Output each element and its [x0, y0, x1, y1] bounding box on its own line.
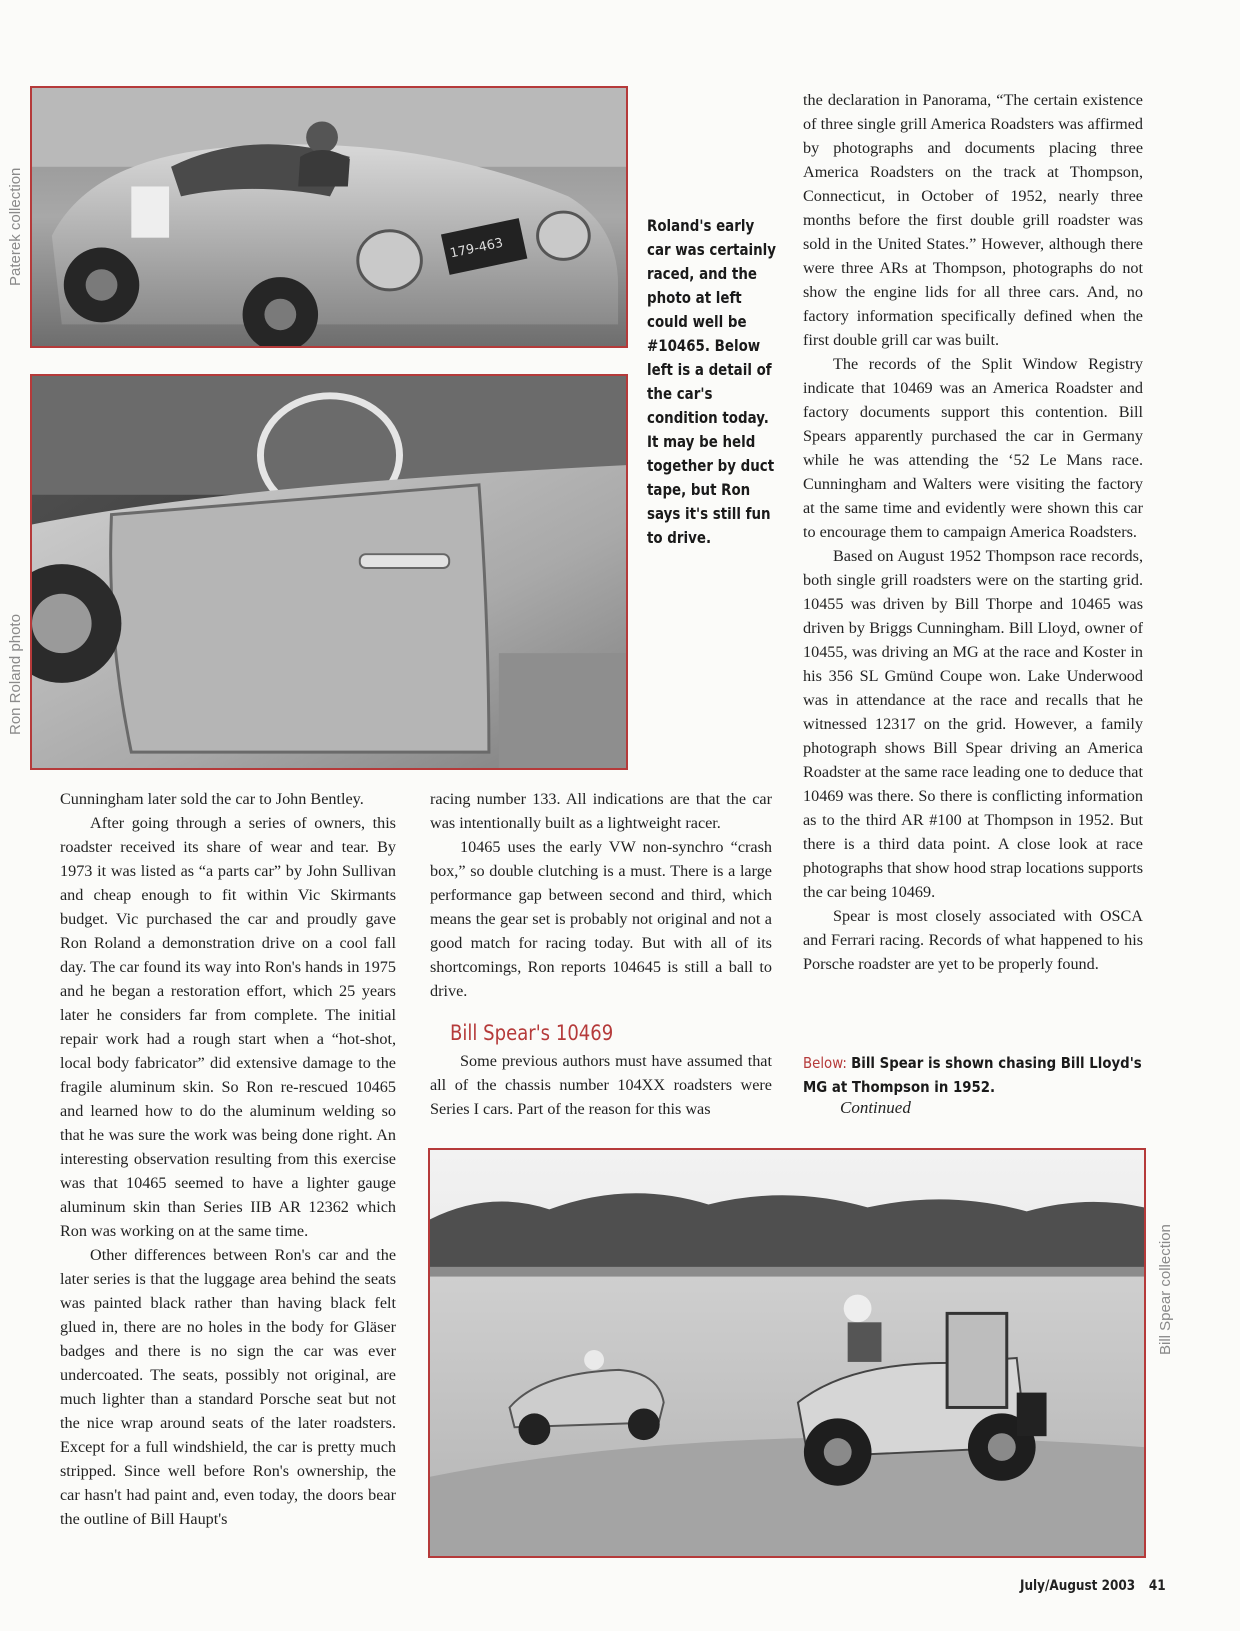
- paragraph: racing number 133. All indications are that the car was intentionally built as a lightweight racer.: [430, 790, 772, 832]
- continued-label: Continued: [840, 1098, 911, 1117]
- paragraph: Other differences between Ron's car and the later series is that the luggage area behind the seats was painted black rather than having black felt glued in, there are no holes in the body for Gläser badges and there is no sign the car was ever undercoated. The seats, possibly not original, are much lighter than a standard Porsche seat but not the nice wrap around seats of the later roadsters. Except for a full windshield, the car is pretty much stripped. Since well before Ron's ownership, the car hasn't had paint and, even today, the doors bear the outline of Bill Haupt's: [60, 1246, 396, 1528]
- paragraph: the declaration in Panorama, “The certain existence of three single grill America Roadsters was affirmed by photographs and documents placing three America Roadsters on the track at Thompson, Connecticut, in October of 1952, nearly three months before the first double grill roadster was sold in the United States.” However, although there were three ARs at Thompson, photographs do not show the engine lids for all three cars. And, no factory information specifically defined when the first double grill car was built.: [803, 91, 1143, 349]
- article-column-3: [803, 88, 1143, 976]
- license-plate: 179-463: [448, 235, 505, 262]
- issue-date: July/August 2003: [1020, 1578, 1136, 1594]
- paragraph: Based on August 1952 Thompson race records, both single grill roadsters were on the starting grid. 10455 was driven by Bill Thorpe and 10465 was driven by Briggs Cunningham. Bill Lloyd, owner of 10455, was driving an MG at the race and Koster in his 356 SL Gmünd Coupe won. Lake Underwood was in attendance at the race and recalls that he witnessed 12317 on the grid. However, a family photograph shows Bill Spear driving an America Roadster at the same race leading one to deduce that 10469 was there. So there is conflicting information as to the third AR #100 at Thompson in 1952. But there is a third data point. A close look at race photographs that show hood strap locations supports the car being 10469.: [803, 547, 1143, 901]
- paragraph: The records of the Split Window Registry indicate that 10469 was an America Roadster and factory documents support this contention. Bill Spears apparently purchased the car in Germany while he was attending the ‘52 Le Mans race. Cunningham and Walters were visiting the factory at the same time and evidently were shown this car to encourage them to campaign America Roadsters.: [803, 355, 1143, 541]
- photo-caption-side: Roland's early car was certainly raced, and the photo at left could well be #10465. Below left is a detail of the car's condition today. It may be held together by duct tape, but Ron says it's still fun to drive.: [647, 217, 776, 547]
- page-number: 41: [1148, 1578, 1166, 1594]
- caption-text: Bill Spear is shown chasing Bill Lloyd's MG at Thompson in 1952.: [803, 1054, 1142, 1096]
- section-heading: Bill Spear's 10469: [450, 1021, 614, 1045]
- paragraph: Cunningham later sold the car to John Bentley.: [60, 790, 364, 808]
- photo-early-car-raced: [30, 86, 628, 348]
- photo-door-detail: [30, 374, 628, 770]
- article-column-1: [60, 787, 396, 1531]
- photo-credit-roland: Ron Roland photo: [7, 614, 24, 735]
- photo-caption-below: [803, 1051, 1164, 1099]
- paragraph: 10465 uses the early VW non-synchro “crash box,” so double clutching is a must. There is a large performance gap between second and third, which means the gear set is probably not original and not a good match for racing today. But with all of its shortcomings, Ron reports 104645 is still a ball to drive.: [430, 838, 772, 1000]
- photo-early-car-image: [32, 88, 626, 346]
- page-footer: [1020, 1578, 1166, 1594]
- caption-lead: Below:: [803, 1054, 847, 1072]
- photo-credit-paterek: Paterek collection: [7, 167, 24, 286]
- photo-door-detail-image: [32, 376, 626, 768]
- paragraph: Spear is most closely associated with OSCA and Ferrari racing. Records of what happened to his Porsche roadster are yet to be properly found.: [803, 907, 1143, 973]
- article-column-2: [430, 787, 772, 1121]
- paragraph: After going through a series of owners, this roadster received its share of wear and tear. By 1973 it was listed as “a parts car” by John Sullivan and cheap enough to fit within Vic Skirmants budget. Vic purchased the car and proudly gave Ron Roland a demonstration drive on a cool fall day. The car found its way into Ron's hands in 1975 and he began a restoration effort, which 25 years later he considers far from complete. The initial repair work had a rough start when a “hot-shot, local body fabricator” did extensive damage to the fragile aluminum skin. So Ron re-rescued 10465 and learned how to do the aluminum welding so that he was sure the work was being done right. An interesting observation resulting from this exercise was that 10465 seemed to have a lighter gauge aluminum skin than Series IIB AR 12362 which Ron was working on at the same time.: [60, 814, 396, 1240]
- photo-race-image: [430, 1150, 1144, 1556]
- photo-race-thompson: [428, 1148, 1146, 1558]
- paragraph: Some previous authors must have assumed that all of the chassis number 104XX roadsters were Series I cars. Part of the reason for this was: [430, 1052, 772, 1118]
- photo-credit-spear: Bill Spear collection: [1157, 1224, 1174, 1355]
